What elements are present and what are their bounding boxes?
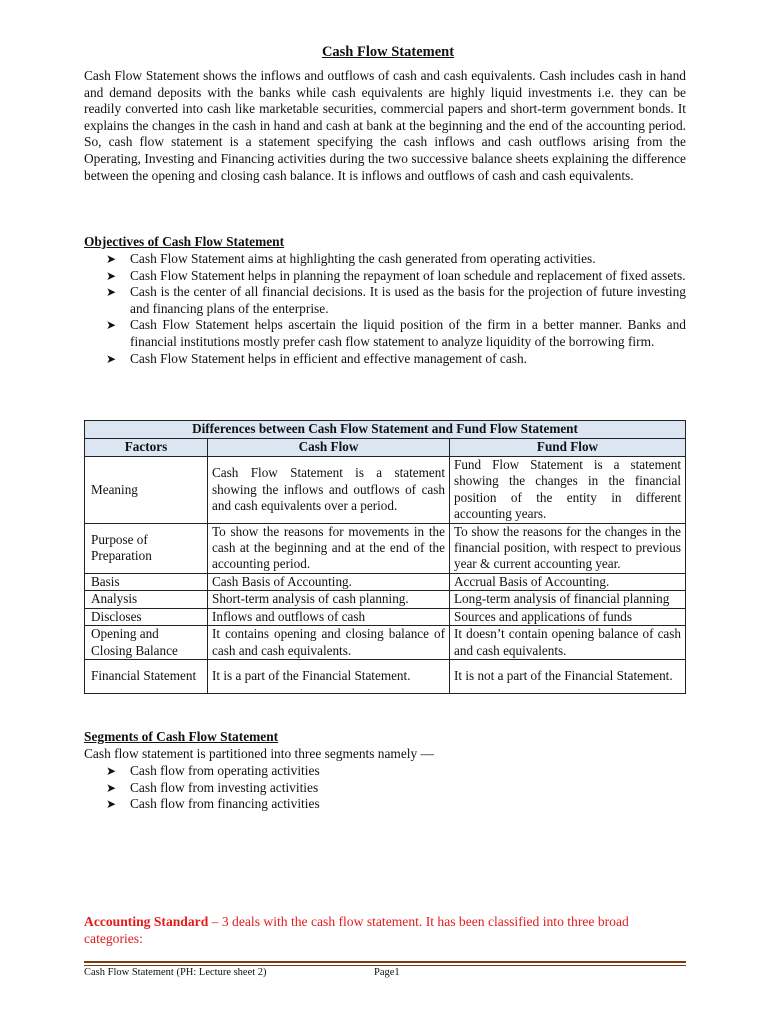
table-row (85, 591, 686, 608)
differences-table (84, 420, 686, 694)
arrowhead-bullet-icon: ➤ (106, 351, 117, 366)
column-header-fund-flow: Fund Flow (450, 439, 686, 457)
arrowhead-bullet-icon: ➤ (106, 252, 117, 266)
row-cash-flow: Cash Flow Statement is a statement showing the inflows and outflows of cash and cash equivalents over a period. (208, 457, 450, 524)
row-factor: Discloses (85, 608, 208, 625)
row-cash-flow: It contains opening and closing balance of cash and cash equivalents. (208, 626, 450, 660)
list-item: ➤ Cash Flow Statement helps ascertain the liquid position of the firm in a better manner. Banks and financial institutions mostly prefer cash flow statement to analyze liquidity of the borrowing firm. (106, 317, 686, 349)
row-fund-flow: To show the reasons for the changes in the financial position, with respect to previous year & current accounting year. (450, 523, 686, 573)
row-factor: Meaning (85, 457, 208, 524)
intro-paragraph: Cash Flow Statement shows the inflows and outflows of cash and cash equivalents. Cash includes cash in hand and demand deposits with the banks while cash equivalents are highly liquid investments i.e. they can be readily converted into cash like marketable securities, commercial papers and short-term government bonds. It explains the changes in the cash in hand and cash at bank at the beginning and the end of the accounting period. So, cash flow statement is a statement specifying the cash inflows and cash outflows arising from the Operating, Investing and Financing activities during the two successive balance sheets explaining the difference between the opening and closing cash balance. It is inflows and outflows of cash and cash equivalents. (84, 68, 686, 183)
row-factor: Basis (85, 573, 208, 590)
segments-list (106, 763, 686, 813)
document-title: Cash Flow Statement (321, 44, 455, 60)
list-item: ➤ Cash flow from financing activities (106, 796, 320, 812)
row-cash-flow: Short-term analysis of cash planning. (208, 591, 450, 608)
arrowhead-bullet-icon: ➤ (106, 797, 117, 812)
accounting-standard-label: Accounting Standard (84, 914, 209, 929)
column-header-factors: Factors (85, 439, 208, 457)
row-cash-flow: It is a part of the Financial Statement. (208, 660, 450, 694)
arrowhead-bullet-icon: ➤ (106, 285, 117, 300)
list-item: ➤ Cash flow from investing activities (106, 779, 319, 795)
arrowhead-bullet-icon: ➤ (106, 764, 117, 778)
segments-intro: Cash flow statement is partitioned into three segments namely — (84, 746, 434, 761)
table-row (85, 608, 686, 625)
row-cash-flow: Inflows and outflows of cash (208, 608, 450, 625)
row-fund-flow: Fund Flow Statement is a statement showing the changes in the financial position of the entity in different accounting years. (450, 457, 686, 524)
row-fund-flow: It is not a part of the Financial Statement. (450, 660, 686, 694)
segments-heading: Segments of Cash Flow Statement (84, 729, 279, 744)
table-row (85, 660, 686, 694)
row-fund-flow: Accrual Basis of Accounting. (450, 573, 686, 590)
accounting-standard-paragraph (84, 913, 686, 947)
footer-rule (84, 961, 686, 963)
row-factor: Financial Statement (85, 660, 208, 694)
footer-rule-thin (84, 965, 686, 966)
accounting-standard-text: – 3 deals with the cash flow statement. It has been classified into three broad categories: (84, 914, 629, 946)
table-row (85, 626, 686, 660)
column-header-cash-flow: Cash Flow (208, 439, 450, 457)
row-fund-flow: Sources and applications of funds (450, 608, 686, 625)
row-cash-flow: Cash Basis of Accounting. (208, 573, 450, 590)
table-row (85, 573, 686, 590)
table-row (85, 457, 686, 524)
list-item: ➤ Cash flow from operating activities (106, 763, 320, 778)
row-cash-flow: To show the reasons for movements in the cash at the beginning and at the end of the accounting period. (208, 523, 450, 573)
row-fund-flow: It doesn’t contain opening balance of cash and cash equivalents. (450, 626, 686, 660)
row-factor: Purpose of Preparation (85, 523, 208, 573)
objectives-heading: Objectives of Cash Flow Statement (84, 234, 285, 249)
arrowhead-bullet-icon: ➤ (106, 268, 117, 283)
row-factor: Analysis (85, 591, 208, 608)
page-number: Page1 (374, 967, 400, 978)
list-item: ➤ Cash Flow Statement helps in efficient and effective management of cash. (106, 350, 528, 366)
list-item: ➤ Cash Flow Statement aims at highlighting the cash generated from operating activities. (106, 251, 596, 266)
table-caption: Differences between Cash Flow Statement and Fund Flow Statement (85, 421, 686, 439)
row-fund-flow: Long-term analysis of financial planning (450, 591, 686, 608)
list-item: ➤ Cash Flow Statement helps in planning the repayment of loan schedule and replacement of fixed assets. (106, 267, 686, 283)
table-row (85, 523, 686, 573)
list-item: ➤ Cash is the center of all financial decisions. It is used as the basis for the projection of future investing and financing plans of the enterprise. (106, 284, 686, 316)
objectives-list (106, 251, 686, 367)
arrowhead-bullet-icon: ➤ (106, 780, 117, 795)
row-factor: Opening and Closing Balance (85, 626, 208, 660)
footer-title: Cash Flow Statement (PH: Lecture sheet 2) (84, 967, 267, 978)
arrowhead-bullet-icon: ➤ (106, 318, 117, 333)
